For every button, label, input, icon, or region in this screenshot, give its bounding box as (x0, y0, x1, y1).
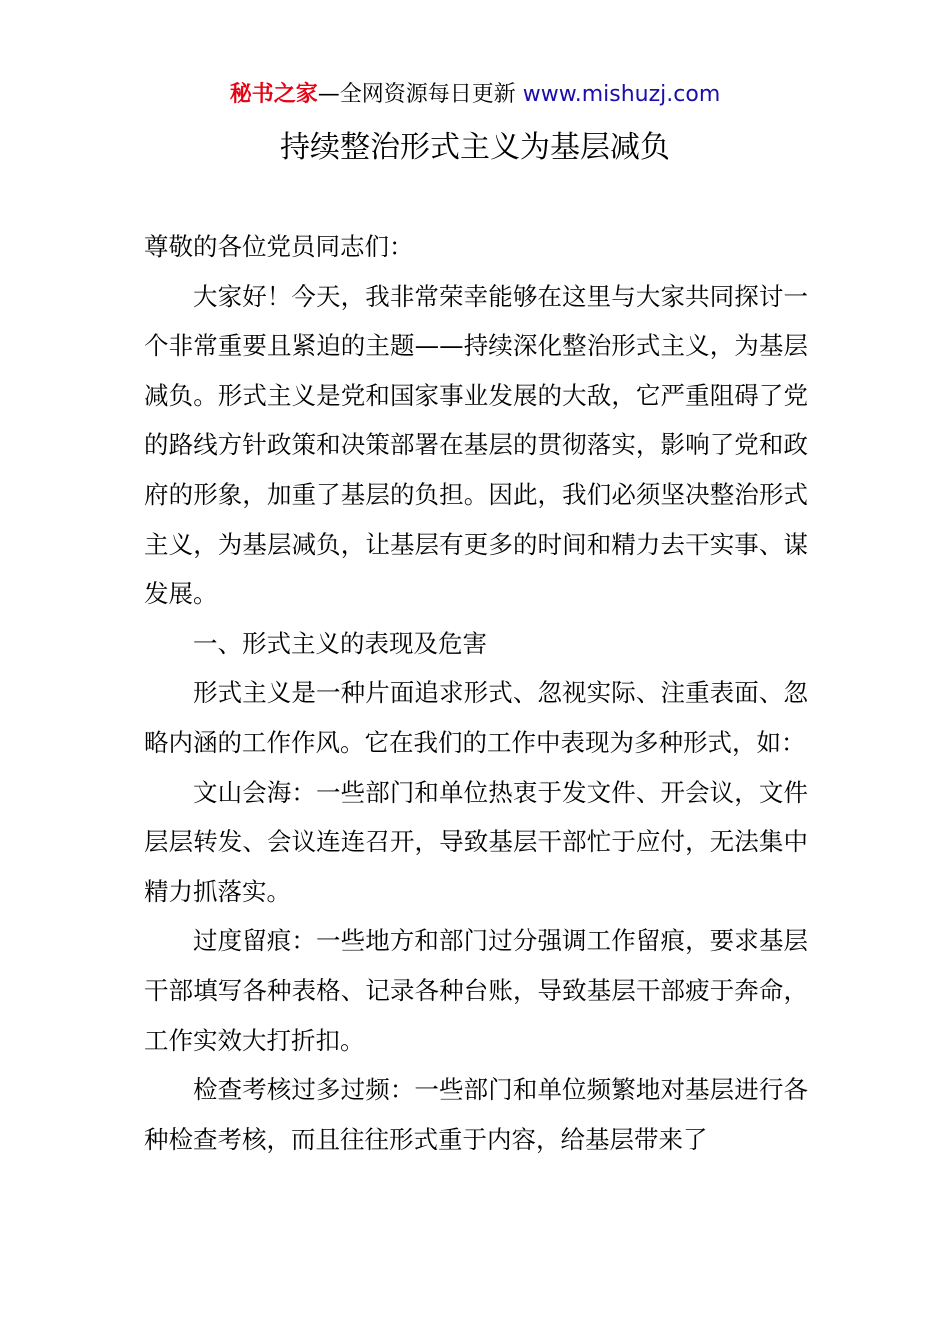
page-title: 持续整治形式主义为基层减负 (280, 130, 670, 165)
header-tagline: —全网资源每日更新 (317, 82, 516, 107)
paragraph-definition: 形式主义是一种片面追求形式、忽视实际、注重表面、忽略内涵的工作作风。它在我们的工作中表现为多种形式，如： (144, 678, 808, 757)
paragraph-records: 过度留痕：一些地方和部门过分强调工作留痕，要求基层干部填写各种表格、记录各种台账，导致基层干部疲于奔命，工作实效大打折扣。 (144, 926, 808, 1055)
salutation: 尊敬的各位党员同志们： (144, 232, 414, 261)
paragraph-meetings: 文山会海：一些部门和单位热衷于发文件、开会议，文件层层转发、会议连连召开，导致基层干部忙于应付，无法集中精力抓落实。 (144, 777, 808, 906)
brand-name: 秘书之家 (229, 82, 318, 107)
paragraph-inspections: 检查考核过多过频：一些部门和单位频繁地对基层进行各种检查考核，而且往往形式重于内容，给基层带来了 (144, 1075, 808, 1154)
paragraph-intro: 大家好！今天，我非常荣幸能够在这里与大家共同探讨一个非常重要且紧迫的主题——持续深化整治形式主义，为基层减负。形式主义是党和国家事业发展的大敌，它严重阻碍了党的路线方针政策和决策部署在基层的贯彻落实，影响了党和政府的形象，加重了基层的负担。因此，我们必须坚决整治形式主义，为基层减负，让基层有更多的时间和精力去干实事、谋发展。 (144, 281, 808, 609)
site-header (0, 78, 950, 112)
site-url-link[interactable]: www.mishuzj.com (522, 82, 721, 107)
document-body (144, 222, 808, 1164)
section-heading: 一、形式主义的表现及危害 (193, 628, 487, 658)
